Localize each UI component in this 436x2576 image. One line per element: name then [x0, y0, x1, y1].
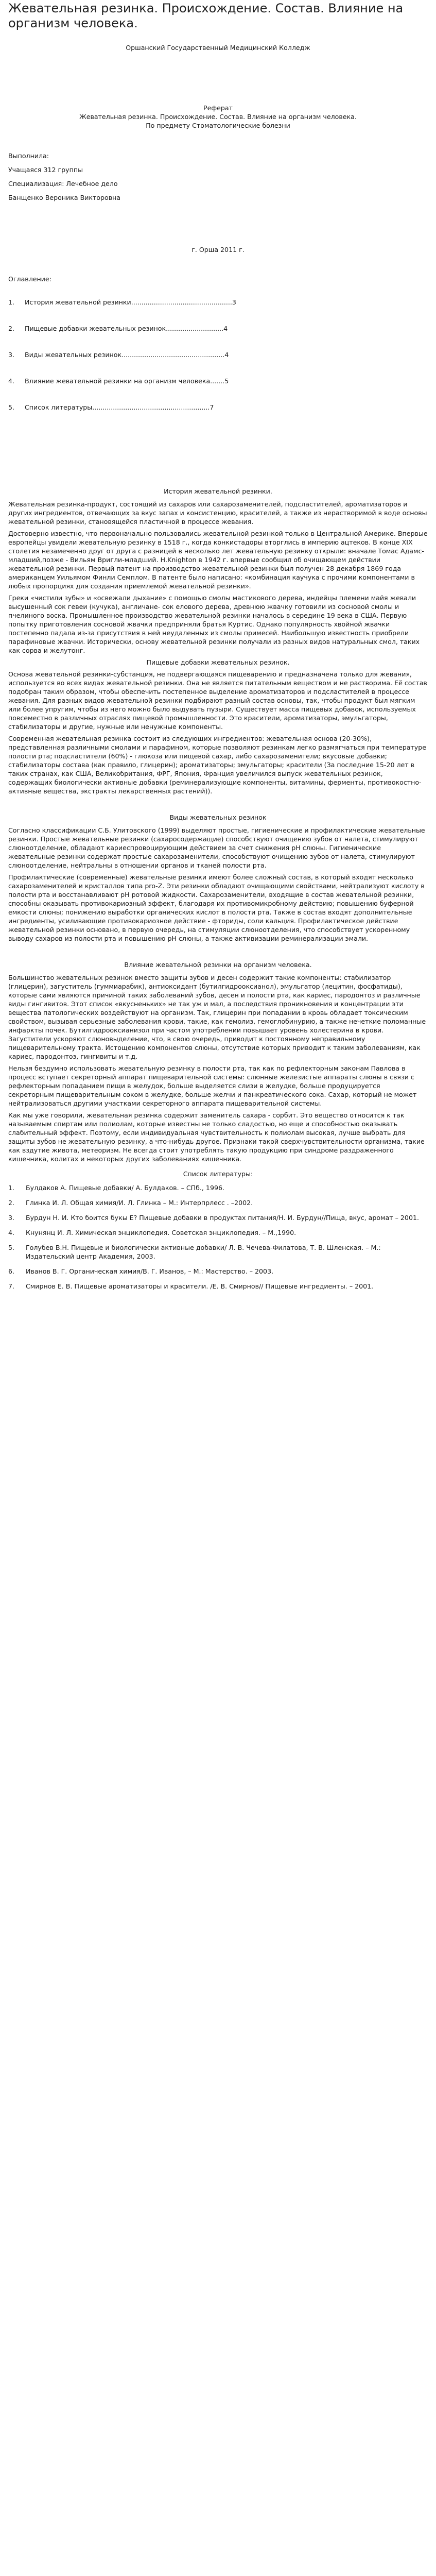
reference-text: Смирнов Е. В. Пищевые ароматизаторы и красители. /Е. В. Смирнов// Пищевые ингредиенты. – 2001. [26, 1282, 374, 1290]
college-name: Оршанский Государственный Медицинский Колледж [126, 44, 310, 52]
toc-item-number: 1. [8, 298, 15, 306]
toc-item-text: Виды жевательных резинок..................................................4 [25, 351, 229, 359]
reference-item [8, 1198, 428, 1207]
reference-item [8, 1282, 428, 1291]
reference-item [8, 1213, 428, 1222]
toc-item [8, 403, 428, 412]
influence-paragraph: Нельзя бездумно использовать жевательную резинку в полости рта, так как по рефлекторным законам Павлова в процесс вступает секреторный аппарат пищеварительной системы: слюнные железистые аппараты слюны в связи с рефлекторным попаданием пищи в желудок, больше выделяется слизи в желудке, больше продуцируется секреторным пищеварительным соком в желудке, больше желчи и панкреатического сока. Сахар, который не может нейтрализоваться другими участками секреторного аппарата пищеварительной системы. [8, 1064, 417, 1107]
reference-item [8, 1267, 428, 1276]
toc-item-text: История жевательной резинки.................................................3 [25, 298, 236, 306]
reference-number: 1. [8, 1184, 15, 1192]
toc-item-number: 4. [8, 377, 15, 385]
toc-item [8, 324, 428, 333]
reference-text: Бурдун Н. И. Кто боится букы Е? Пищевые добавки в продуктах питания/Н. И. Бурдун//Пища, вкус, аромат – 2001. [26, 1214, 419, 1222]
influence-paragraph: Большинство жевательных резинок вместо защиты зубов и десен содержит такие компоненты: стабилизатор (глицерин), загуститель (гуммиарабик), антиоксидант (бутилгидрооксианол), эмульгатор (лецитин, фосфатиды), которые сами являются причиной таких заболеваний зубов, десен и полости рта, как кариес, пародонтоз и различные виды гингивитов. Этот список «вкусненьких» не так уж и мал, а последствия проникновения и концентрации эти вещества патологических воздействуют на организм. Так, глицерин при попадании в кровь обладает токсическим свойством, вызывая серьезные заболевания крови, такие, как гемолиз, гемоглобинурию, а также нечеткие поломанные инфаркты почек. Бутилгидрооксианизол при частом употреблении повышает уровень холестерина в крови. Загустители ускоряют слюновыделение, что, в свою очередь, приводит к постоянному неправильному пищеварительному тракта. Истощению компонентов слюны, отсутствие которых приводит к таким заболеваниям, как кариес, пародонтоз, гингивиты и т.д. [8, 974, 426, 1060]
reference-item [8, 1243, 428, 1261]
toc-item [8, 350, 428, 359]
additives-paragraph: Современная жевательная резинка состоит из следующих ингредиентов: жевательная основа (20-30%), представленная различными смолами и парафином, которые позволяют резинкам легко размягчаться при температуре полости рта; подсластители (60%) - глюкоза или пищевой сахар, либо сахарозаменители; вкусовые добавки; стабилизаторы состава (как правило, глицерин); ароматизаторы; эмульгаторы; красители (За последние 15-20 лет в таких странах, как США, Великобритания, ФРГ, Япония, Франция увеличился выпуск жевательных резинок, содержащих биологически активные добавки (реминерализующие компоненты, витамины, ферменты, противокостно-активные вещества, экстракты лекарственных растений)). [8, 735, 426, 795]
reference-number: 5. [8, 1244, 15, 1251]
toc-item-number: 2. [8, 325, 15, 332]
section-heading-history: История жевательной резинки. [164, 487, 272, 495]
toc-item-text: Список литературы.........................................................7 [25, 403, 214, 411]
reference-item [8, 1228, 428, 1237]
section-heading-additives: Пищевые добавки жевательных резинок. [146, 658, 290, 666]
author-label: Выполнила: [8, 152, 49, 160]
reference-item [8, 1183, 428, 1192]
document-title: Жевательная резинка. Происхождение. Состав. Влияние на организм человека. [8, 1, 404, 30]
history-paragraph: Жевательная резинка-продукт, состоящий из сахаров или сахарозаменителей, подсластителей, ароматизаторов и других ингредиентов, отвечающих за вкус запах и консистенцию, красителей, а также из нерастворимой в воде основы жевательной резинки, становящейся пластичной в процессе жевания. [8, 500, 427, 526]
referat-label: Реферат [203, 104, 233, 112]
toc-item-text: Пищевые добавки жевательных резинок............................4 [25, 325, 228, 332]
author-group: Учащаяся 312 группы [8, 166, 83, 174]
history-paragraph: Достоверно известно, что первоначально пользовались жевательной резинкой только в Центральной Америке. Впервые европейцы увидели жевательную резинку в 1518 г., когда конкистадоры вторглись в империю ацтеков. В конце XIX столетия незамеченно друг от друга с разницей в несколько лет жевательную резинку открыли: вначале Томас Адамс-младший,позже - Вильям Вригли-младший. Н.Knighton в 1942 г. впервые сообщил об очищающем действии жевательной резинки. Первый патент на производство жевательной резинки был получен 28 декабря 1869 года американцем Уильямом Финли Семплом. В патенте было написано: «комбинация каучука с прочими компонентами в любых пропорциях для создания приемлемой жевательной резинки». [8, 530, 428, 590]
additives-paragraph: Основа жевательной резинки-субстанция, не подвергающаяся пищеварению и предназначена только для жевания, используется во всех видах жевательной резинки. Она не является питательным веществом и не растворима. Её состав подобран таким образом, чтобы обеспечить постепенное выделение ароматизаторов и подсластителей в процессе жевания. Для разных видов жевательной резинки подбирают разный состав основы, так, чтобы продукт был мягким или более упругим, чтобы из него можно было выдувать пузыри. Существует масса пищевых добавок, используемых повсеместно в различных отраслях пищевой промышленности. Это красители, ароматизаторы, эмульгаторы, стабилизаторы и другие, нужные или ненужные компоненты. [8, 670, 427, 731]
types-paragraph: Согласно классификации С.Б. Улитовского (1999) выделяют простые, гигиенические и профилактические жевательные резинки. Простые жевательные резинки (сахаросодержащие) способствуют очищению зубов от налета, стимулируют слюноотделение, обладают кариеспровоцирующим действием за счет снижения рН слюны. Гигиенические жевательные резинки содержат простые сахарозаменители, способствуют очищению зубов от налета, стимулируют слюноотделение, нейтральны в отношении органов и тканей полости рта. [8, 826, 425, 869]
city-year: г. Орша 2011 г. [191, 246, 245, 253]
history-paragraph: Греки «чистили зубы» и «освежали дыхание» с помощью смолы мастикового дерева, индейцы племени майя жевали высушенный сок гевеи (кучука), англичане- сок елового дерева, древнюю жвачку готовили из сосновой смолы и пчелиного воска. Промышленное производство жевательной резинки началось в середине 19 века в США. Первую попытку приготовления сосновой жвачки предприняли братья Куртис. Однако популярность хвойной жвачки постепенно падала из-за присутствия в ней неудаленных из смолы примесей. Наибольшую известность приобрели парафиновые жвачки. Исторически, основу жевательной резинки получали из разных видов натуральных смол, таких как сорва и желутонг. [8, 594, 420, 654]
types-paragraph: Профилактические (современные) жевательные резинки имеют более сложный состав, в который входят несколько сахарозаменителей и кристаллов типа рro-Z. Эти резинки обладают очищающими свойствами, нейтрализуют кислоту в полости рта и восстанавливают рН ротовой жидкости. Сахарозаменители, входящие в состав жевательной резинки, способны оказывать противокариозный эффект, благодаря их противомикробному действию; повышению буферной емкости слюны; понижению выработки органических кислот в полости рта. Также в состав входят дополнительные ингредиенты, усиливающие противокариозное действие - фториды, соли кальция. Профилактическое действие жевательной резинки основано, в первую очередь, на стимуляции слюноотделения, что способствует ускоренному выводу сахаров из полости рта и повышению рН слюны, а также активизации реминерализации эмали. [8, 873, 425, 942]
toc-item [8, 377, 428, 385]
reference-text: Глинка И. Л. Общая химия/И. Л. Глинка – М.: Интерпрлесс . –2002. [26, 1199, 253, 1207]
references-list [8, 1183, 428, 1291]
toc-item-number: 3. [8, 351, 15, 359]
reference-text: Иванов В. Г. Органическая химия/В. Г. Иванов, – М.: Мастерство. – 2003. [26, 1267, 274, 1275]
reference-number: 7. [8, 1282, 15, 1290]
table-of-contents [8, 298, 428, 412]
referat-topic: Жевательная резинка. Происхождение. Состав. Влияние на организм человека. [79, 113, 357, 121]
reference-number: 6. [8, 1267, 15, 1275]
author-name: Банщенко Вероника Викторовна [8, 194, 121, 201]
reference-text: Голубев В.Н. Пищевые и биологически активные добавки/ Л. В. Чечева-Филатова, Т. В. Шленская. – М.: Издательский центр Академия, 2003. [26, 1244, 381, 1260]
reference-text: Кнунянц И. Л. Химическая энциклопедия. Советская энциклопедия. – М.,1990. [26, 1229, 297, 1236]
reference-number: 2. [8, 1199, 15, 1207]
influence-paragraph: Как мы уже говорили, жевательная резинка содержит заменитель сахара - сорбит. Это вещество относится к так называемым спиртам или полиолам, которые известны не только сладостью, но еще и способностью оказывать слабительный эффект. Поэтому, если индивидуальная чувствительность к полиолам высокая, лучше выбрать для защиты зубов не жевательную резинку, а что-нибудь другое. Признаки такой сверхчувствительности организма, такие как вздутие живота, метеоризм. Не всегда стоит употреблять такую продукцию при синдроме раздраженного кишечника, колитах и некоторых других заболеваниях кишечника. [8, 1111, 425, 1163]
subject-line: По предмету Стоматологические болезни [146, 122, 290, 129]
author-specialty: Специализация: Лечебное дело [8, 180, 118, 188]
toc-item-text: Влияние жевательной резинки на организм человека.......5 [25, 377, 229, 385]
section-heading-influence: Влияние жевательной резинки на организм человека. [124, 961, 312, 969]
toc-heading: Оглавление: [8, 275, 51, 283]
toc-item-number: 5. [8, 403, 15, 411]
reference-text: Булдаков А. Пищевые добавки/ А. Булдаков. – СПб., 1996. [26, 1184, 224, 1192]
section-heading-types: Виды жевательных резинок [169, 814, 267, 821]
reference-number: 3. [8, 1214, 15, 1222]
references-heading: Список литературы: [183, 1170, 253, 1178]
toc-item [8, 298, 428, 307]
reference-number: 4. [8, 1229, 15, 1236]
